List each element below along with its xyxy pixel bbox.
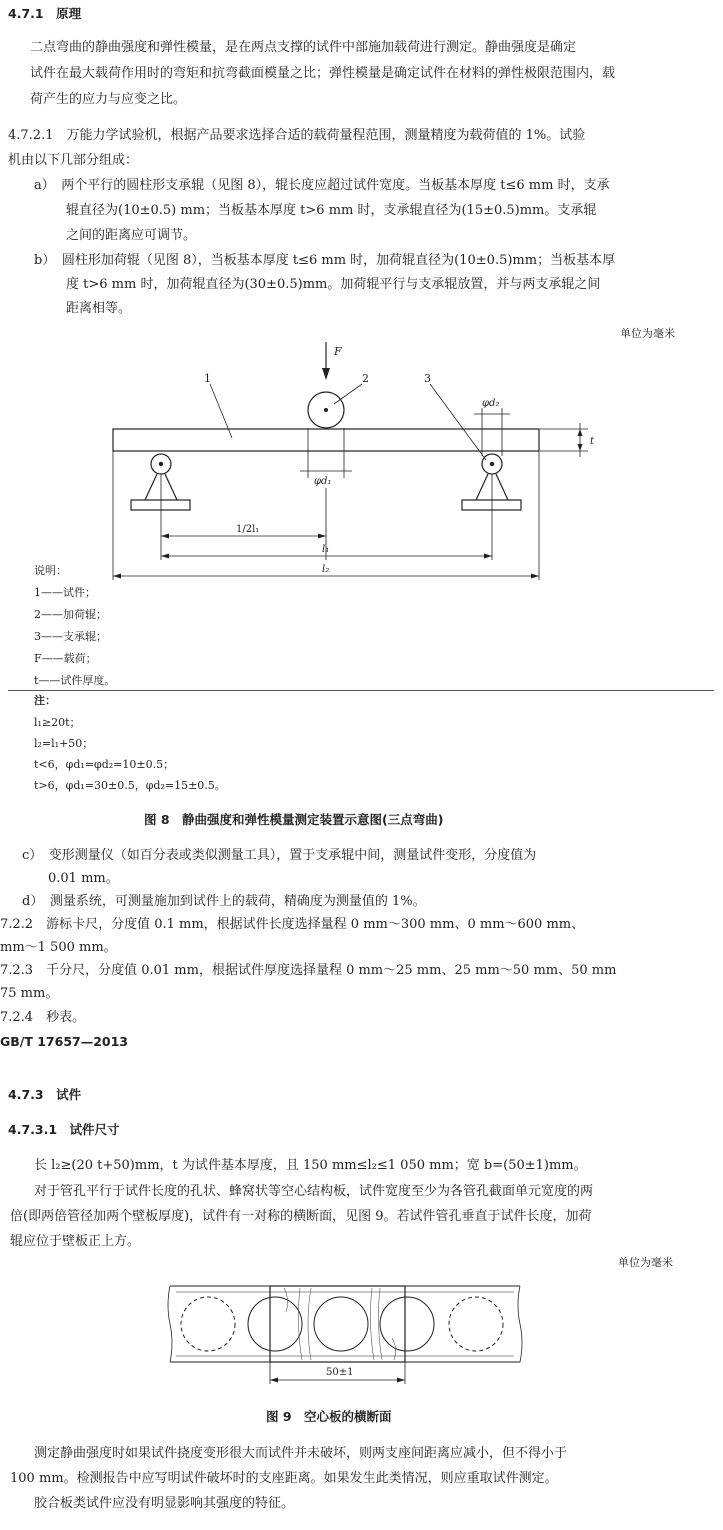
note-item: t<6，φd₁=φd₂=10±0.5；: [34, 758, 175, 771]
section-4-7-2-1-line: 4.7.2.1 万能力学试验机，根据产品要求选择合适的载荷量程范围，测量精度为载荷值的 1%。试验: [8, 128, 586, 143]
final-line: 100 mm。检测报告中应写明试件破坏时的支座距离。如果发生此类情况，则应重取试件测定。: [10, 1471, 558, 1486]
label-3: 3: [424, 372, 431, 385]
legend-item: 1——试件；: [34, 586, 96, 599]
size-line: 辊应位于壁板正上方。: [10, 1234, 141, 1249]
item-a-line: a） 两个平行的圆柱形支承辊（见图 8），辊长度应超过试件宽度。当板基本厚度 t≤6 mm 时，支承: [34, 178, 610, 193]
principle-line: 试件在最大载荷作用时的弯矩和抗弯截面模量之比；弹性模量是确定试件在材料的弹性极限范围内，载: [30, 66, 616, 81]
section-7-2-3-line: 7.2.3 千分尺，分度值 0.01 mm，根据试件厚度选择量程 0 mm～25 mm、25 mm～50 mm、50 mm: [0, 963, 617, 978]
size-line: 倍(即两倍管径加两个壁板厚度)，试件有一对称的横断面，见图 9。若试件管孔垂直于试件长度，加荷: [10, 1209, 592, 1224]
item-b-line: 度 t>6 mm 时，加荷辊直径为(30±0.5)mm。加荷辊平行与支承辊放置，并与两支承辊之间: [66, 277, 601, 292]
unit-note: 单位为毫米: [620, 327, 675, 340]
section-7-2-2-line: 7.2.2 游标卡尺，分度值 0.1 mm，根据试件长度选择量程 0 mm～300 mm、0 mm～600 mm、: [0, 917, 585, 932]
item-c-line: c） 变形测量仪（如百分表或类似测量工具），置于支承辊中间，测量试件变形，分度值为: [22, 848, 537, 863]
unit-note: 单位为毫米: [618, 1256, 673, 1269]
note-title: 注：: [34, 694, 56, 707]
label-F: F: [334, 345, 342, 358]
note-item: t>6，φd₁=30±0.5，φd₂=15±0.5。: [34, 779, 226, 792]
label-1: 1: [204, 372, 211, 385]
label-l1: l₁: [322, 544, 330, 555]
size-line: 对于管孔平行于试件长度的孔状、蜂窝状等空心结构板，试件宽度至少为各管孔截面单元宽度的两: [34, 1184, 594, 1199]
item-d-line: d） 测量系统，可测量施加到试件上的载荷，精确度为测量值的 1%。: [22, 894, 426, 909]
item-b-line: b） 圆柱形加荷辊（见图 8），当板基本厚度 t≤6 mm 时，加荷辊直径为(10±0.5)mm；当板基本厚: [34, 253, 616, 268]
item-b-line: 距离相等。: [66, 301, 132, 316]
figure-8-diagram: [0, 338, 723, 588]
figure-9-diagram: [0, 1280, 723, 1390]
note-item: l₁≥20t；: [34, 716, 81, 729]
size-line: 长 l₂≥(20 t+50)mm，t 为试件基本厚度，且 150 mm≤l₂≤1 050 mm；宽 b=(50±1)mm。: [34, 1158, 587, 1173]
figure-9-caption: 图 9 空心板的横断面: [266, 1409, 392, 1424]
legend-item: t——试件厚度。: [34, 674, 116, 687]
legend-item: 3——支承辊；: [34, 630, 107, 643]
section-7-2-2-line: mm～1 500 mm。: [0, 940, 117, 955]
section-heading-4-7-1: 4.7.1 原理: [8, 6, 82, 21]
principle-line: 二点弯曲的静曲强度和弹性模量，是在两点支撑的试件中部施加载荷进行测定。静曲强度是确定: [30, 40, 577, 55]
item-a-line: 辊直径为(10±0.5) mm；当板基本厚度 t>6 mm 时，支承辊直径为(15±0.5)mm。支承辊: [66, 203, 597, 218]
figure-8-caption: 图 8 静曲强度和弹性模量测定装置示意图(三点弯曲): [144, 812, 444, 827]
item-c-line: 0.01 mm。: [48, 871, 119, 886]
label-phi-d1: φd₁: [314, 476, 332, 487]
final-line: 胶合板类试件应没有明显影响其强度的特征。: [34, 1496, 295, 1511]
section-heading-4-7-3-1: 4.7.3.1 试件尺寸: [8, 1122, 120, 1137]
label-phi-d2: φd₂: [482, 398, 500, 409]
fig9-dimension-label: 50±1: [326, 1367, 354, 1378]
item-a-line: 之间的距离应可调节。: [66, 228, 197, 243]
section-4-7-2-1-line: 机由以下几部分组成：: [8, 153, 139, 168]
legend-item: F——载荷；: [34, 652, 97, 665]
final-line: 测定静曲强度时如果试件挠度变形很大而试件并未破坏，则两支座间距离应减小，但不得小于: [34, 1446, 568, 1461]
label-t: t: [590, 436, 595, 447]
note-item: l₂=l₁+50；: [34, 737, 94, 750]
section-7-2-3-line: 75 mm。: [0, 986, 59, 1001]
label-2: 2: [362, 372, 369, 385]
label-half-l1: 1/2l₁: [236, 524, 260, 535]
section-7-2-4: 7.2.4 秒表。: [0, 1010, 86, 1025]
section-heading-4-7-3: 4.7.3 试件: [8, 1087, 82, 1102]
legend-item: 2——加荷辊；: [34, 608, 107, 621]
principle-line: 荷产生的应力与应变之比。: [30, 92, 187, 107]
standard-number: GB/T 17657—2013: [0, 1034, 129, 1049]
legend-title: 说明：: [34, 564, 67, 577]
divider: [8, 690, 714, 691]
label-l2: l₂: [322, 564, 330, 575]
